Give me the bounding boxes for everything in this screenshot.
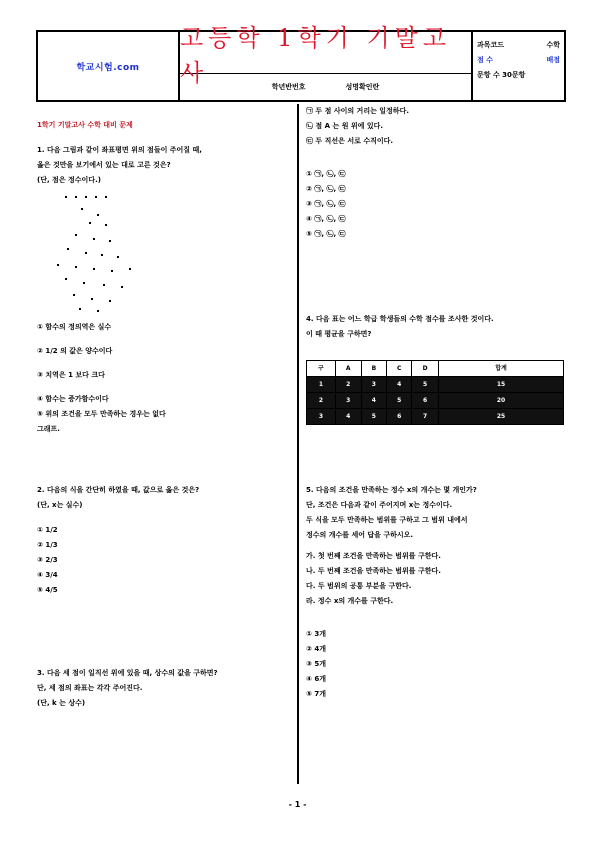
table-cell: 3 [361, 377, 387, 393]
table-cell: 4 [335, 409, 361, 425]
figure-dot [75, 196, 77, 198]
figure-dot [105, 224, 107, 226]
figure-dot [93, 238, 95, 240]
info-label: 과목코드 [477, 41, 505, 49]
option: ⑤ ㉠, ㉡, ㉢ [306, 230, 346, 238]
figure-dot [81, 208, 83, 210]
info-value: 배점 [546, 56, 560, 64]
option: ⑤ 위의 조건을 모두 만족하는 경우는 없다 [37, 410, 166, 418]
table-cell: 1 [307, 377, 336, 393]
question-line: 이 때 평균을 구하면? [306, 330, 372, 338]
table-cell: 3 [307, 409, 336, 425]
header-info-box [473, 32, 564, 100]
table-cell: 7 [412, 409, 439, 425]
question-line: 4. 다음 표는 어느 학급 학생들의 수학 점수를 조사한 것이다. [306, 315, 494, 323]
option: ① 함수의 정의역은 실수 [37, 323, 112, 331]
exam-title: 고등학 1학기 기말고사 [180, 32, 471, 74]
question-3 [37, 666, 289, 711]
option: ② 1/2 의 값은 양수이다 [37, 347, 113, 355]
table-cell: 15 [439, 377, 564, 393]
figure-dot [97, 214, 99, 216]
logo-box [38, 32, 180, 100]
column-divider [297, 104, 299, 784]
figure-dot [65, 196, 67, 198]
question-2 [37, 483, 289, 598]
figure-dot [83, 282, 85, 284]
sub-left: 학년반번호 [271, 83, 306, 91]
figure-dot [89, 222, 91, 224]
table-row [307, 377, 564, 393]
question-5 [306, 483, 564, 702]
option: ⑤ 7개 [306, 690, 326, 698]
option: ③ 치역은 1 보다 크다 [37, 371, 105, 379]
figure-dot [117, 256, 119, 258]
sub-right: 성명확인란 [345, 83, 380, 91]
option: 그래프. [37, 425, 60, 433]
option: ① 1/2 [37, 526, 58, 534]
figure-dot [91, 298, 93, 300]
table-cell: 5 [361, 409, 387, 425]
table-cell: 5 [387, 393, 412, 409]
question-line: (단, 점은 정수이다.) [37, 176, 101, 184]
figure-dot [79, 308, 81, 310]
question-line: 단, 세 점의 좌표는 각각 주어진다. [37, 684, 143, 692]
question-line: 1. 다음 그림과 같이 좌표평면 위의 점들이 주어질 때, [37, 146, 202, 154]
exam-header [36, 23, 566, 102]
table-header: 합계 [439, 361, 564, 377]
table-cell: 2 [307, 393, 336, 409]
option: ③ ㉠, ㉡, ㉢ [306, 200, 346, 208]
figure-dot [67, 248, 69, 250]
figure-dot [97, 310, 99, 312]
figure-dot [121, 286, 123, 288]
figure-dot [85, 252, 87, 254]
table-cell: 2 [335, 377, 361, 393]
question-1 [37, 143, 289, 437]
logo-text: 학교시험.com [76, 62, 140, 73]
question-line: 정수의 개수를 세어 답을 구하시오. [306, 531, 414, 539]
option: ① ㉠, ㉡, ㉢ [306, 170, 346, 178]
option: ② ㉠, ㉡, ㉢ [306, 185, 346, 193]
statement: ㉠ 두 점 사이의 거리는 일정하다. [306, 107, 409, 115]
table-cell: 25 [439, 409, 564, 425]
figure-dot [111, 270, 113, 272]
page-number: - 1 - [288, 800, 307, 809]
figure-dot [57, 264, 59, 266]
info-value: 수학 [546, 41, 560, 49]
right-column [306, 104, 564, 702]
question-line: 다. 두 범위의 공통 부분을 구한다. [306, 582, 412, 590]
table-cell: 6 [412, 393, 439, 409]
table-row [307, 409, 564, 425]
figure-dot [109, 240, 111, 242]
figure-dot [103, 284, 105, 286]
question-line: 3. 다음 세 점이 일직선 위에 있을 때, 상수의 값을 구하면? [37, 669, 218, 677]
table-header: D [412, 361, 439, 377]
figure-dot [73, 294, 75, 296]
question-line: 5. 다음의 조건을 만족하는 정수 x의 개수는 몇 개인가? [306, 486, 477, 494]
figure-dot [109, 300, 111, 302]
coordinate-figure [45, 194, 165, 314]
figure-dot [65, 278, 67, 280]
figure-dot [95, 196, 97, 198]
info-label: 점 수 [477, 56, 493, 64]
option: ④ ㉠, ㉡, ㉢ [306, 215, 346, 223]
option: ② 4개 [306, 645, 326, 653]
info-row-2 [477, 53, 560, 68]
figure-dot [101, 254, 103, 256]
question-line: 라. 정수 x의 개수를 구한다. [306, 597, 394, 605]
option: ③ 5개 [306, 660, 326, 668]
table-header: B [361, 361, 387, 377]
statement: ㉡ 점 A 는 원 위에 있다. [306, 122, 384, 130]
figure-dot [93, 268, 95, 270]
option: ③ 2/3 [37, 556, 58, 564]
statement: ㉢ 두 직선은 서로 수직이다. [306, 137, 394, 145]
question-line: (단, x는 실수) [37, 501, 83, 509]
table-header-row [307, 361, 564, 377]
figure-dot [105, 196, 107, 198]
question-line: 나. 두 번째 조건을 만족하는 범위를 구한다. [306, 567, 441, 575]
figure-dot [129, 268, 131, 270]
left-column [37, 118, 289, 711]
header-title-box [180, 23, 473, 100]
info-row-1 [477, 38, 560, 53]
table-header: 구 [307, 361, 336, 377]
table-cell: 20 [439, 393, 564, 409]
question-line: 단, 조건은 다음과 같이 주어지며 x는 정수이다. [306, 501, 453, 509]
question-line: 옳은 것만을 보기에서 있는 대로 고른 것은? [37, 161, 171, 169]
question-4 [306, 312, 564, 425]
question-line: (단, k 는 상수) [37, 699, 86, 707]
question-line: 2. 다음의 식을 간단히 하였을 때, 값으로 옳은 것은? [37, 486, 200, 494]
question-line: 가. 첫 번째 조건을 만족하는 범위를 구한다. [306, 552, 441, 560]
section-heading: 1학기 기말고사 수학 대비 문제 [37, 121, 133, 129]
figure-dot [75, 266, 77, 268]
option: ④ 3/4 [37, 571, 58, 579]
table-cell: 3 [335, 393, 361, 409]
table-header: C [387, 361, 412, 377]
question-line: 두 식을 모두 만족하는 범위를 구하고 그 범위 내에서 [306, 516, 468, 524]
table-header: A [335, 361, 361, 377]
table-row [307, 393, 564, 409]
option: ① 3개 [306, 630, 326, 638]
score-table [306, 360, 564, 425]
table-cell: 6 [387, 409, 412, 425]
table-cell: 4 [361, 393, 387, 409]
table-cell: 4 [387, 377, 412, 393]
option: ⑤ 4/5 [37, 586, 58, 594]
figure-dot [75, 234, 77, 236]
info-row-3: 문항 수 30문항 [477, 71, 526, 79]
option: ② 1/3 [37, 541, 58, 549]
option: ④ 함수는 증가함수이다 [37, 395, 109, 403]
table-cell: 5 [412, 377, 439, 393]
option: ④ 6개 [306, 675, 326, 683]
figure-dot [85, 196, 87, 198]
